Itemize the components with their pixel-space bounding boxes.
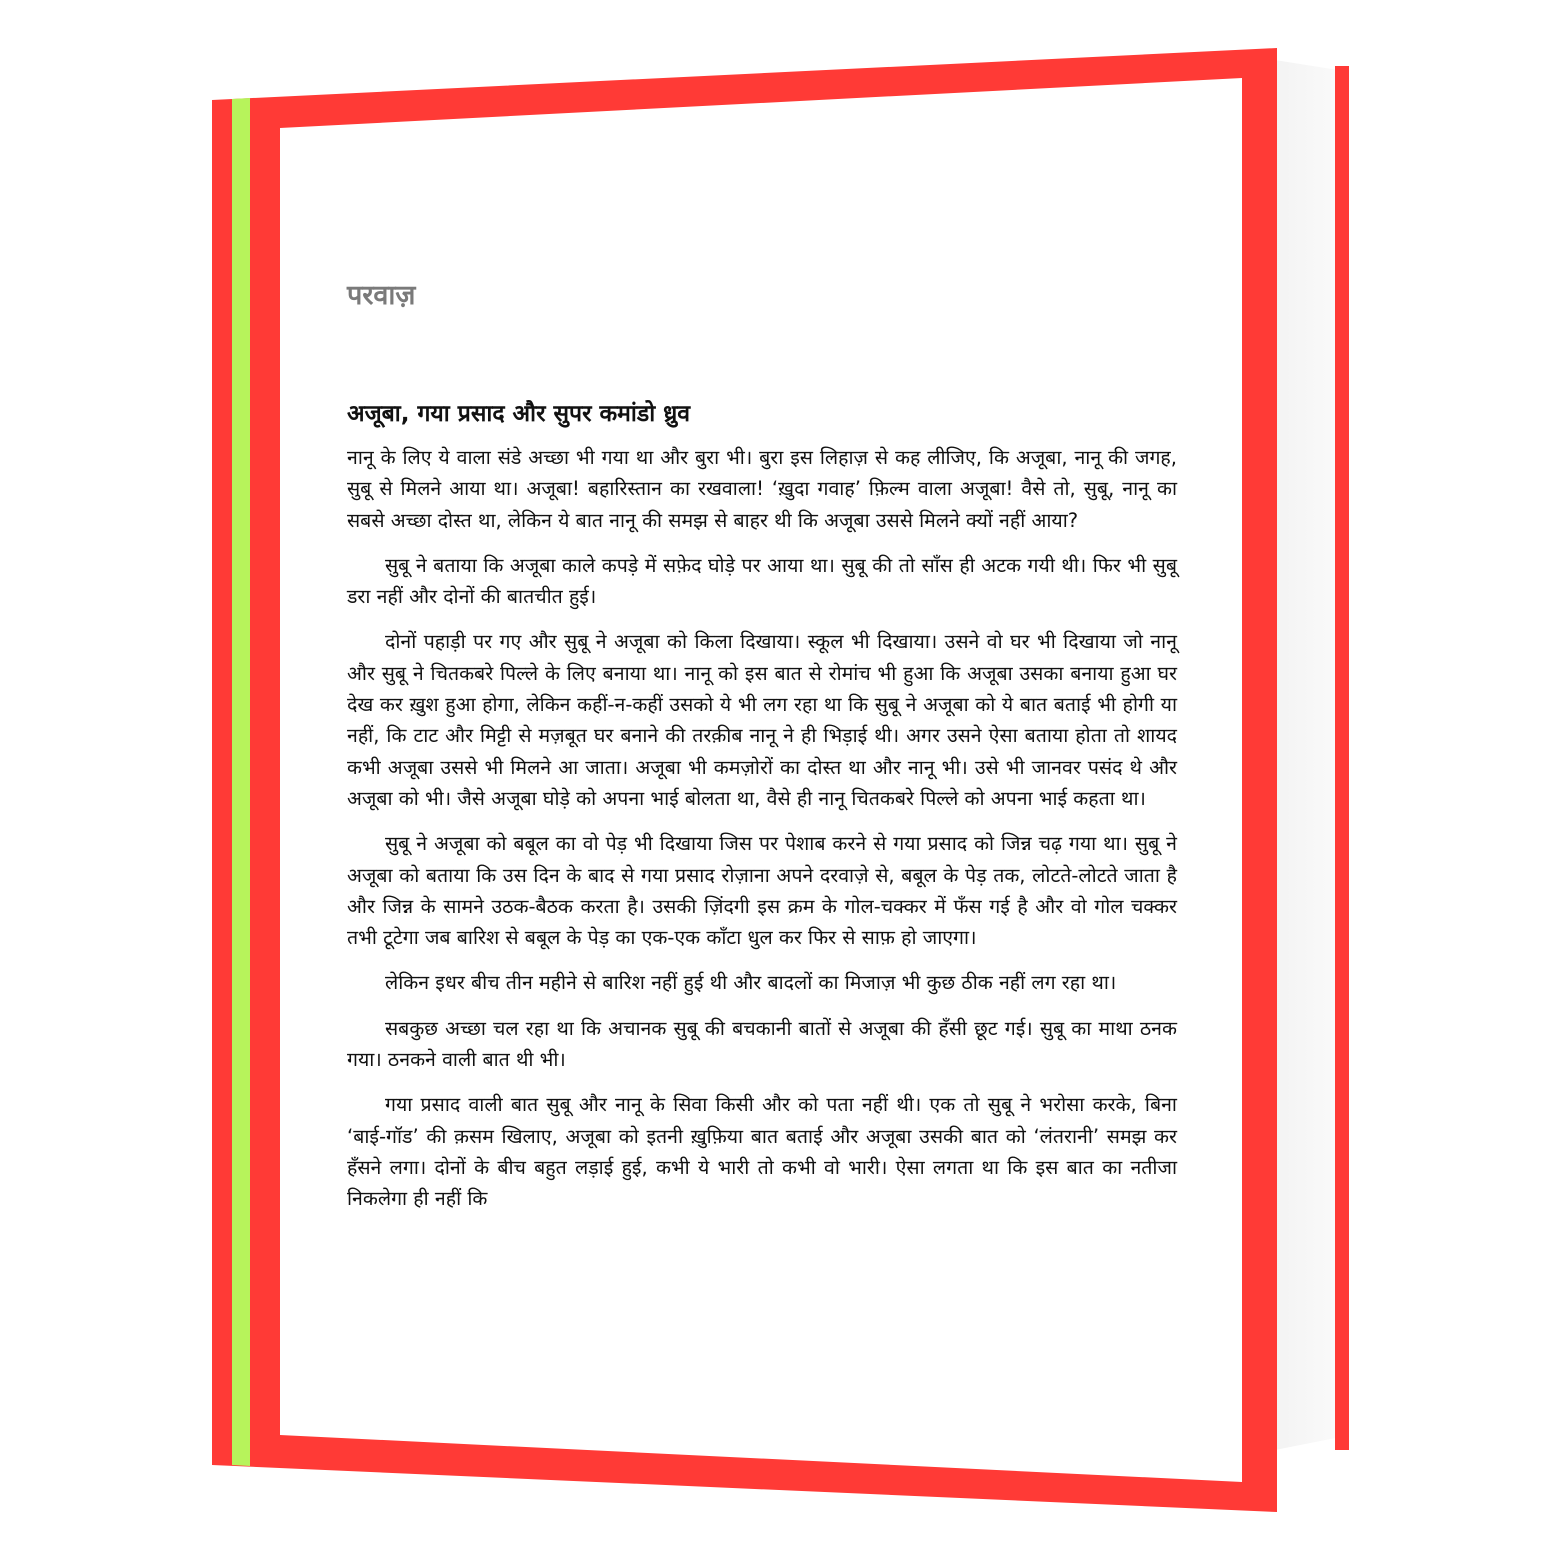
running-head: परवाज़ [347, 280, 416, 311]
paragraph-4: सुबू ने अजूबा को बबूल का वो पेड़ भी दिखाया जिस पर पेशाब करने से गया प्रसाद को जिन्न चढ़ गया था। सुबू ने अजूबा को बताया कि उस दिन के बाद से गया प्रसाद रोज़ाना अपने दरवाज़े से, बबूल के पेड़ तक, लोटते-लोटते जाता है और जिन्न के सामने उठक-बैठक करता है। उसकी ज़िंदगी इस क्रम के गोल-चक्कर में फँस गई है और वो गोल चक्कर तभी टूटेगा जब बारिश से बबूल के पेड़ का एक-एक काँटा धुल कर फिर से साफ़ हो जाएगा। [347, 832, 1177, 950]
paragraph-5: लेकिन इधर बीच तीन महीने से बारिश नहीं हुई थी और बादलों का मिजाज़ भी कुछ ठीक नहीं लग रहा था। [385, 971, 1117, 995]
paragraph-6: सबकुछ अच्छा चल रहा था कि अचानक सुबू की बचकानी बातों से अजूबा की हँसी छूट गई। सुबू का माथा ठनक गया। ठनकने वाली बात थी भी। [347, 1016, 1177, 1072]
paragraph-2: सुबू ने बताया कि अजूबा काले कपड़े में सफ़ेद घोड़े पर आया था। सुबू की तो साँस ही अटक गयी थी। फिर भी सुबू डरा नहीं और दोनों की बातचीत हुई। [347, 553, 1177, 609]
paragraph-1: नानू के लिए ये वाला संडे अच्छा भी गया था और बुरा भी। बुरा इस लिहाज़ से कह लीजिए, कि अजूबा, नानू की जगह, सुबू से मिलने आया था। अजूबा! बहारिस्तान का रखवाला! ‘ख़ुदा गवाह’ फ़िल्म वाला अजूबा! वैसे तो, सुबू, नानू का सबसे अच्छा दोस्त था, लेकिन ये बात नानू की समझ से बाहर थी कि अजूबा उससे मिलने क्यों नहीं आया? [347, 446, 1177, 532]
chapter-title: अजूबा, गया प्रसाद और सुपर कमांडो ध्रुव [347, 401, 691, 427]
page-content [347, 276, 1177, 1229]
spine-stripe [232, 98, 250, 1466]
back-cover-edge [1335, 66, 1349, 1450]
paragraph-3: दोनों पहाड़ी पर गए और सुबू ने अजूबा को किला दिखाया। स्कूल भी दिखाया। उसने वो घर भी दिखाया जो नानू और सुबू ने चितकबरे पिल्ले के लिए बनाया था। नानू को इस बात से रोमांच भी हुआ कि अजूबा उसका बनाया हुआ घर देख कर ख़ुश हुआ होगा, लेकिन कहीं-न-कहीं उसको ये भी लग रहा था कि सुबू ने अजूबा को ये बात बताई भी होगी या नहीं, कि टाट और मिट्टी से मज़बूत घर बनाने की तरक़ीब नानू ने ही भिड़ाई थी। अगर उसने ऐसा बताया होता तो शायद कभी अजूबा उससे भी मिलने आ जाता। अजूबा भी कमज़ोरों का दोस्त था और नानू भी। उसे भी जानवर पसंद थे और अजूबा को भी। जैसे अजूबा घोड़े को अपना भाई बोलता था, वैसे ही नानू चितकबरे पिल्ले को अपना भाई कहता था। [347, 630, 1177, 810]
paragraph-7: गया प्रसाद वाली बात सुबू और नानू के सिवा किसी और को पता नहीं थी। एक तो सुबू ने भरोसा करके, बिना ‘बाई-गॉड’ की क़सम खिलाए, अजूबा को इतनी ख़ुफ़िया बात बताई और अजूबा उसकी बात को ‘लंतरानी’ समझ कर हँसने लगा। दोनों के बीच बहुत लड़ाई हुई, कभी ये भारी तो कभी वो भारी। ऐसा लगता था कि इस बात का नतीजा निकलेगा ही नहीं कि [347, 1093, 1177, 1211]
